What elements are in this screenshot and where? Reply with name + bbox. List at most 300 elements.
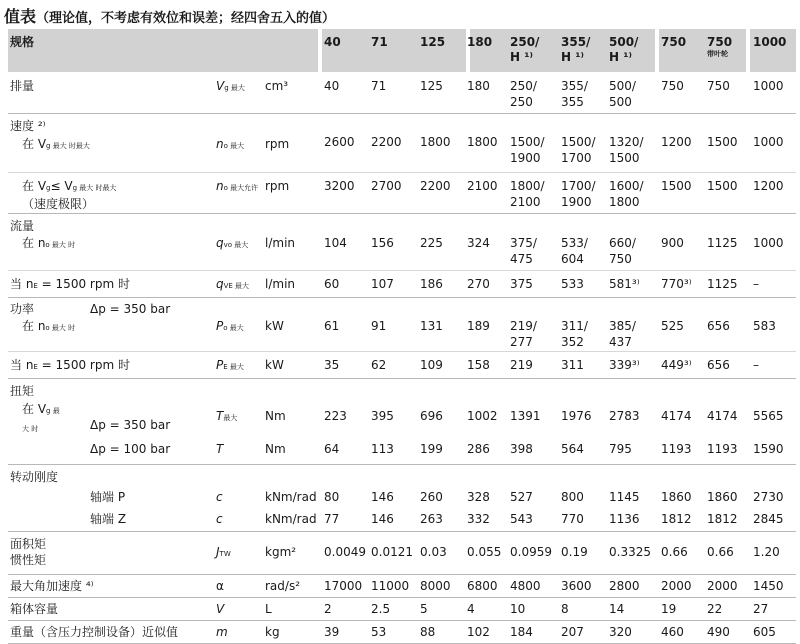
value: 1500	[707, 179, 738, 193]
value: 17000	[324, 579, 363, 593]
value-cell	[510, 78, 537, 110]
label-cell	[90, 511, 126, 527]
value-cell	[510, 601, 525, 617]
value-cell	[467, 544, 501, 560]
symbol-subscript: E 最大	[223, 363, 244, 371]
value: 2800	[609, 579, 640, 593]
value-cell	[661, 511, 692, 527]
value-cell	[371, 78, 386, 94]
value-cell	[661, 441, 692, 457]
value-cell	[420, 357, 443, 373]
value: 88	[420, 625, 436, 639]
value: 1800	[467, 135, 498, 149]
row-label-sub: g 最大 时最大	[72, 184, 117, 192]
value: 1193	[661, 442, 692, 456]
value-cell	[371, 318, 386, 334]
symbol-cell	[216, 544, 231, 562]
value: 1860	[661, 490, 692, 504]
value-cell	[371, 441, 394, 457]
value: 102	[467, 625, 490, 639]
unit: Nm	[265, 442, 286, 456]
unit-cell	[265, 178, 289, 194]
label-cell	[90, 301, 170, 317]
label-cell	[10, 357, 130, 375]
value: 2845	[753, 512, 784, 526]
value: 10	[510, 602, 526, 616]
value-cell	[510, 578, 541, 594]
value-cell	[324, 408, 347, 424]
row-label: 速度 ²⁾	[10, 119, 46, 133]
column-separator	[655, 465, 659, 531]
table-header	[8, 29, 796, 72]
value: 750	[707, 79, 730, 93]
size-label: 355/	[561, 35, 591, 49]
value-cell	[661, 544, 688, 560]
value: 656	[707, 319, 730, 333]
unit: rpm	[265, 137, 290, 151]
unit-cell	[265, 235, 295, 251]
value: 189	[467, 319, 490, 333]
row-label-sub: g 最	[46, 407, 60, 415]
label-cell	[22, 178, 116, 212]
value-cell	[510, 511, 533, 527]
value-cell	[707, 408, 738, 424]
value: 1145	[609, 490, 640, 504]
row-label: 当 n	[10, 277, 34, 291]
value: 770	[561, 512, 584, 526]
value: 62	[371, 358, 387, 372]
value: 1976	[561, 409, 592, 423]
unit-cell	[265, 318, 284, 334]
value-cell	[510, 178, 545, 210]
unit-cell	[265, 357, 284, 373]
value-cell	[467, 408, 498, 424]
value: 180	[467, 79, 490, 93]
value-cell	[467, 357, 490, 373]
value-cell	[561, 544, 588, 560]
unit: L	[265, 602, 272, 616]
symbol: J	[216, 545, 220, 559]
value: 260	[420, 490, 443, 504]
label-cell	[22, 318, 75, 336]
value-cell	[561, 357, 584, 373]
value-cell	[753, 318, 776, 334]
unit: rpm	[265, 179, 290, 193]
value-cell	[371, 489, 394, 505]
value: 527	[510, 490, 533, 504]
column-separator	[318, 621, 322, 643]
value: 263	[420, 512, 443, 526]
value: 199	[420, 442, 443, 456]
value: 6800	[467, 579, 498, 593]
label-cell	[90, 489, 125, 505]
value: 270	[467, 277, 490, 291]
value-cell	[707, 235, 738, 251]
value-cell	[510, 441, 533, 457]
value: 1800/ 2100	[510, 179, 545, 209]
column-separator	[655, 532, 659, 574]
row-label-sub: g 最大 时最大	[46, 142, 90, 150]
column-separator	[746, 379, 750, 464]
speed-max	[8, 134, 796, 176]
value-cell	[661, 357, 692, 373]
value: 696	[420, 409, 443, 423]
value-cell	[371, 511, 394, 527]
column-separator	[746, 575, 750, 597]
value: 2700	[371, 179, 402, 193]
row-rotary-stiffness	[8, 465, 796, 532]
value-cell	[324, 511, 339, 527]
value: 250/ 250	[510, 79, 537, 109]
unit-cell	[265, 441, 286, 457]
value-cell	[707, 78, 730, 94]
symbol-cell	[216, 489, 223, 505]
value-cell	[661, 601, 676, 617]
row-inertia	[8, 532, 796, 575]
value: 795	[609, 442, 632, 456]
value: 1812	[707, 512, 738, 526]
header-size	[467, 35, 492, 50]
value: 1193	[707, 442, 738, 456]
label-cell	[10, 118, 46, 134]
value: 605	[753, 625, 776, 639]
value: 1600/ 1800	[609, 179, 644, 209]
value: 4	[467, 602, 475, 616]
value-cell	[707, 276, 738, 292]
value: 0.66	[707, 545, 734, 559]
value: 5565	[753, 409, 784, 423]
row-label: 惯性矩	[10, 553, 47, 567]
value-cell	[510, 134, 545, 166]
symbol-subscript: vo 最大	[223, 241, 249, 249]
row-label: 在 n	[22, 236, 46, 250]
power-1500	[8, 351, 796, 378]
symbol-cell	[216, 276, 249, 294]
value: 1002	[467, 409, 498, 423]
value-cell	[609, 357, 640, 373]
value-cell	[661, 235, 684, 251]
value-cell	[324, 276, 339, 292]
value: 1590	[753, 442, 784, 456]
row-label-sub: 大 时	[22, 425, 39, 433]
value: 14	[609, 602, 625, 616]
value: 64	[324, 442, 340, 456]
unit: kNm/rad	[265, 512, 317, 526]
row-label: Δp = 100 bar	[90, 442, 171, 456]
symbol-subscript: o 最大允许	[223, 184, 259, 192]
column-separator	[746, 465, 750, 531]
column-separator	[655, 575, 659, 597]
symbol-cell	[216, 318, 244, 336]
column-separator	[655, 72, 659, 113]
column-separator	[318, 379, 322, 464]
row-speed	[8, 114, 796, 214]
value: 1500	[661, 179, 692, 193]
value-cell	[609, 544, 651, 560]
symbol-subscript: g 最大	[224, 84, 245, 92]
row-label: 面积矩	[10, 537, 47, 551]
size-label-line2: 带叶轮	[707, 50, 728, 58]
value: 0.66	[661, 545, 688, 559]
value-cell	[324, 489, 339, 505]
row-label: = 1500 rpm 时	[37, 358, 130, 372]
value: 750	[661, 79, 684, 93]
value-cell	[661, 318, 684, 334]
value: 1450	[753, 579, 784, 593]
value-cell	[371, 408, 394, 424]
unit: cm³	[265, 79, 289, 93]
value: 0.0121	[371, 545, 413, 559]
value: 460	[661, 625, 684, 639]
value: 0.055	[467, 545, 502, 559]
value-cell	[510, 276, 533, 292]
value-cell	[561, 276, 584, 292]
value-cell	[324, 235, 347, 251]
value-cell	[467, 276, 490, 292]
value: 328	[467, 490, 490, 504]
symbol: V	[216, 602, 225, 616]
value-cell	[371, 235, 394, 251]
value-cell	[420, 441, 443, 457]
column-separator	[655, 598, 659, 620]
value-cell	[561, 489, 584, 505]
value-cell	[753, 489, 784, 505]
value-cell	[609, 276, 640, 292]
value: 2000	[707, 579, 738, 593]
value-cell	[661, 578, 692, 594]
value-cell	[467, 178, 498, 194]
value: 564	[561, 442, 584, 456]
value: 1136	[609, 512, 640, 526]
value-cell	[324, 357, 339, 373]
row-displacement	[8, 72, 796, 114]
value: 4174	[661, 409, 692, 423]
value: 3600	[561, 579, 592, 593]
value-cell	[324, 441, 339, 457]
value-cell	[420, 408, 443, 424]
column-separator	[655, 379, 659, 464]
value-cell	[467, 601, 475, 617]
value: 533	[561, 277, 584, 291]
value-cell	[661, 178, 692, 194]
row-label-sub: o 最大 时	[45, 241, 76, 249]
symbol-cell	[216, 78, 245, 96]
value: 1000	[753, 135, 784, 149]
row-label: 排量	[10, 79, 35, 93]
value-cell	[609, 441, 632, 457]
row-label: Δp = 350 bar	[90, 418, 171, 432]
value-cell	[371, 276, 394, 292]
symbol-subscript: TW	[219, 550, 231, 558]
symbol-subscript: 最大	[223, 414, 238, 422]
row-label-sub: g	[46, 184, 51, 192]
value: 207	[561, 625, 584, 639]
value: 320	[609, 625, 632, 639]
value: 339³⁾	[609, 358, 640, 372]
value-cell	[561, 318, 588, 350]
value: 53	[371, 625, 387, 639]
row-angular-acceleration	[8, 575, 796, 598]
symbol-cell	[216, 357, 244, 375]
column-separator	[746, 598, 750, 620]
row-label: 流量	[10, 219, 35, 233]
value: 219/ 277	[510, 319, 537, 349]
unit-cell	[265, 408, 286, 424]
value-cell	[371, 134, 402, 150]
value: 113	[371, 442, 394, 456]
column-separator	[655, 621, 659, 643]
value-cell	[324, 544, 366, 560]
value: 77	[324, 512, 340, 526]
value: 1320/ 1500	[609, 135, 644, 165]
value-cell	[467, 235, 490, 251]
column-separator	[746, 29, 750, 72]
size-label: 750	[707, 35, 733, 49]
value-cell	[753, 511, 784, 527]
column-separator	[746, 621, 750, 643]
row-label: （速度极限）	[22, 197, 95, 211]
value-cell	[753, 578, 784, 594]
value-cell	[561, 441, 584, 457]
value-cell	[609, 235, 636, 267]
row-label: 在 n	[22, 319, 46, 333]
unit: Nm	[265, 409, 286, 423]
value: 375/ 475	[510, 236, 537, 266]
symbol-cell	[216, 136, 244, 154]
value-cell	[609, 489, 640, 505]
value: 0.3325	[609, 545, 651, 559]
value-cell	[707, 134, 738, 150]
size-label: 180	[467, 35, 493, 49]
value-cell	[420, 578, 451, 594]
value-cell	[707, 578, 738, 594]
value-cell	[609, 408, 640, 424]
symbol-cell	[216, 601, 224, 617]
value: 543	[510, 512, 533, 526]
unit: kW	[265, 319, 284, 333]
value-cell	[420, 511, 443, 527]
value: 900	[661, 236, 684, 250]
value: 385/ 437	[609, 319, 636, 349]
value-cell	[561, 235, 588, 267]
value: 156	[371, 236, 394, 250]
row-label: 转动刚度	[10, 470, 59, 484]
value-cell	[371, 544, 413, 560]
value-cell	[707, 318, 730, 334]
size-label-line2: H ¹⁾	[609, 50, 632, 64]
value-cell	[467, 134, 498, 150]
value: 1860	[707, 490, 738, 504]
value-cell	[753, 544, 780, 560]
value: 223	[324, 409, 347, 423]
value: 533/ 604	[561, 236, 588, 266]
row-label: 轴端 P	[90, 490, 126, 504]
value: 0.0049	[324, 545, 366, 559]
row-label: = 1500 rpm 时	[37, 277, 130, 291]
size-label: 250/	[510, 35, 540, 49]
value-cell	[561, 511, 584, 527]
value: 8000	[420, 579, 451, 593]
value-cell	[661, 78, 684, 94]
value: 2100	[467, 179, 498, 193]
value: 35	[324, 358, 340, 372]
unit-cell	[265, 136, 289, 152]
unit: l/min	[265, 277, 296, 291]
value-cell	[467, 578, 498, 594]
label-cell	[10, 218, 34, 234]
value: 1125	[707, 277, 738, 291]
column-separator	[655, 29, 659, 72]
column-separator	[318, 575, 322, 597]
header-size	[661, 35, 686, 50]
value: 1391	[510, 409, 541, 423]
header-spec-label: 规格	[10, 35, 35, 49]
value: 311/ 352	[561, 319, 588, 349]
value-cell	[661, 408, 692, 424]
value: 2.5	[371, 602, 391, 616]
unit-cell	[265, 601, 272, 617]
value-cell	[753, 78, 784, 94]
value: 219	[510, 358, 533, 372]
value-cell	[324, 318, 339, 334]
value-cell	[324, 78, 339, 94]
value: 375	[510, 277, 533, 291]
value: 3200	[324, 179, 355, 193]
value-cell	[753, 357, 759, 373]
symbol: V	[216, 79, 225, 93]
value: 2	[324, 602, 332, 616]
row-torque	[8, 379, 796, 465]
value: 2200	[371, 135, 402, 149]
header-size	[609, 35, 638, 65]
value: 1500/ 1700	[561, 135, 596, 165]
value: 27	[753, 602, 769, 616]
value-cell	[707, 511, 738, 527]
label-cell	[22, 235, 75, 253]
symbol-subscript: VE 最大	[223, 282, 250, 290]
value: 4174	[707, 409, 738, 423]
unit: kNm/rad	[265, 490, 317, 504]
unit-cell	[265, 544, 296, 560]
size-label: 40	[324, 35, 341, 49]
symbol: n	[216, 137, 224, 151]
value-cell	[609, 178, 644, 210]
header-size	[510, 35, 539, 65]
value: 332	[467, 512, 490, 526]
row-label: 在 V	[22, 179, 47, 193]
symbol: m	[216, 625, 228, 639]
value: 1700/ 1900	[561, 179, 596, 209]
symbol: T	[216, 409, 224, 423]
header-size	[561, 35, 590, 65]
value: 109	[420, 358, 443, 372]
value: 1200	[661, 135, 692, 149]
unit: l/min	[265, 236, 296, 250]
value-cell	[707, 489, 738, 505]
symbol: T	[216, 442, 224, 456]
value-cell	[707, 357, 730, 373]
value-cell	[420, 276, 443, 292]
speed-limit	[8, 172, 796, 211]
label-cell	[10, 578, 94, 594]
row-label: 在 V	[22, 137, 47, 151]
row-label: 最大角加速度 ⁴⁾	[10, 579, 94, 593]
value: 1000	[753, 79, 784, 93]
value: –	[753, 277, 759, 291]
value: 61	[324, 319, 340, 333]
value-cell	[510, 357, 533, 373]
symbol: q	[216, 277, 224, 291]
